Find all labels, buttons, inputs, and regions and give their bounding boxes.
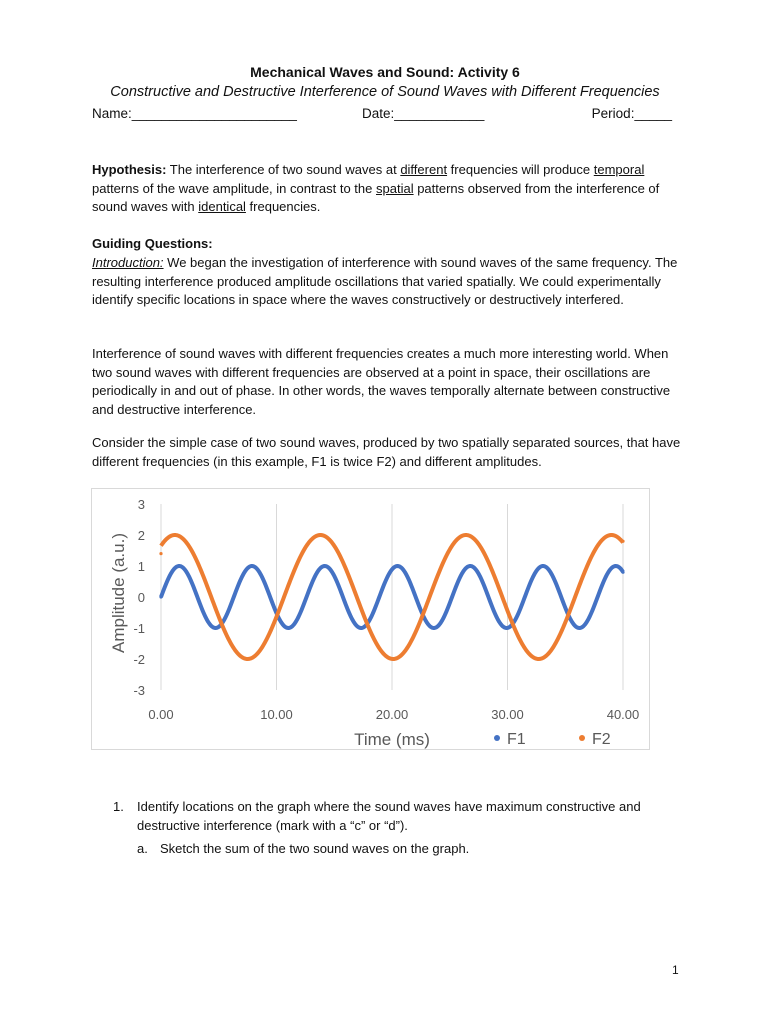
data-point-f1 [214, 626, 217, 629]
hypothesis-underlined: temporal [593, 162, 645, 177]
introduction-paragraph [92, 254, 682, 310]
x-axis-title: Time (ms) [354, 730, 430, 749]
document-subtitle: Constructive and Destructive Interference of Sound Waves with Different Frequencies [110, 84, 660, 100]
data-point-f1 [450, 595, 453, 598]
x-tick-label: 0.00 [148, 707, 174, 722]
data-point-f1 [469, 564, 472, 567]
data-point-f1 [178, 564, 181, 567]
hypothesis-text: The interference of two sound waves at [166, 162, 401, 177]
wave-chart-svg [92, 489, 651, 751]
data-point-f2 [355, 595, 358, 598]
data-point-f1 [396, 564, 399, 567]
legend-label-f1: F1 [507, 731, 526, 748]
data-point-f1 [560, 595, 563, 598]
data-point-f1 [596, 595, 599, 598]
hypothesis-text: patterns observed from the interference of sound waves with [92, 180, 660, 214]
data-point-f1 [542, 564, 545, 567]
data-point-f1 [487, 595, 490, 598]
data-point-f1 [286, 626, 289, 629]
paragraph-simple-case: Consider the simple case of two sound waves, produced by two spatially separated sources, that have different frequencies (in this example, F1 is twice F2) and different amplitudes. [92, 435, 681, 469]
y-axis-title: Amplitude (a.u.) [109, 533, 128, 653]
y-tick-label: 2 [137, 528, 145, 543]
data-point-f1 [505, 626, 508, 629]
data-point-f2 [621, 540, 624, 543]
data-point-f1 [323, 564, 326, 567]
data-point-f2 [282, 595, 285, 598]
data-point-f2 [573, 595, 576, 598]
guiding-questions-heading: Guiding Questions: [92, 236, 213, 251]
data-point-f2 [537, 657, 540, 660]
y-tick-label: 1 [137, 559, 145, 574]
page-number: 1 [672, 963, 679, 977]
data-point-f2 [610, 533, 613, 536]
data-point-f2 [159, 552, 162, 555]
introduction-text: We began the investigation of interference with sound waves of the same frequency. The resulting interference produced amplitude oscillations that varied spatially. We could experimentally identify specific locations in space where the waves constructively or destructively interfered. [92, 255, 678, 307]
data-point-f1 [232, 595, 235, 598]
hypothesis-underlined: identical [198, 199, 246, 214]
question-1-number: 1. [113, 799, 124, 814]
data-point-f2 [501, 595, 504, 598]
data-point-f2 [210, 595, 213, 598]
data-point-f1 [614, 564, 617, 567]
date-field[interactable]: Date:____________ [362, 106, 485, 121]
x-tick-label: 30.00 [491, 707, 524, 722]
legend-marker-f2 [579, 735, 585, 741]
data-point-f2 [246, 657, 249, 660]
wave-chart [91, 488, 650, 750]
data-point-f1 [251, 564, 254, 567]
legend-label-f2: F2 [592, 731, 611, 748]
introduction-label: Introduction: [92, 255, 164, 270]
hypothesis-underlined: spatial [376, 180, 414, 196]
data-point-f2 [392, 657, 395, 660]
data-point-f2 [428, 595, 431, 598]
data-point-f1 [414, 595, 417, 598]
y-tick-label: 3 [137, 497, 145, 512]
hypothesis-paragraph [92, 161, 682, 217]
y-tick-label: -3 [133, 683, 145, 698]
data-point-f2 [319, 533, 322, 536]
x-tick-label: 40.00 [606, 707, 640, 722]
data-point-f1 [432, 626, 435, 629]
y-tick-label: -1 [133, 621, 145, 636]
data-point-f1 [378, 595, 381, 598]
data-point-f1 [159, 595, 162, 598]
data-point-f1 [196, 595, 199, 598]
data-point-f1 [341, 595, 344, 598]
data-point-f1 [578, 626, 581, 629]
hypothesis-underlined: different [400, 162, 448, 177]
hypothesis-text: patterns of the wave amplitude, in contrast to the [92, 180, 376, 196]
question-1a-text: Sketch the sum of the two sound waves on the graph. [160, 841, 470, 856]
y-tick-label: 0 [137, 590, 145, 605]
x-tick-label: 20.00 [375, 707, 409, 722]
legend-marker-f1 [494, 735, 500, 741]
document-title: Mechanical Waves and Sound: Activity 6 [250, 64, 520, 80]
question-1-text: Identify locations on the graph where the sound waves have maximum constructive and destructive interference (mark with a “c” or “d”). [137, 799, 641, 833]
data-point-f2 [464, 533, 467, 536]
hypothesis-label: Hypothesis: [92, 162, 167, 177]
data-point-f2 [173, 533, 176, 536]
data-point-f1 [359, 626, 362, 629]
data-point-f1 [269, 595, 272, 598]
question-1a-number: a. [137, 841, 148, 856]
y-tick-label: -2 [133, 652, 145, 667]
data-point-f1 [621, 571, 624, 574]
data-point-f1 [523, 595, 526, 598]
student-info-line [92, 106, 672, 124]
period-field[interactable]: Period:_____ [591, 106, 672, 121]
name-field[interactable]: Name:______________________ [92, 106, 297, 121]
paragraph-different-frequencies: Interference of sound waves with different frequencies creates a much more interesting world. When two sound waves with different frequencies are observed at a point in space, their oscillations are periodically in and out of phase. In other words, the waves temporally alternate between constructive and destructive interference. [92, 346, 671, 417]
data-point-f1 [305, 595, 308, 598]
x-tick-label: 10.00 [260, 707, 293, 722]
hypothesis-text: frequencies. [245, 199, 321, 214]
hypothesis-text: frequencies will produce [447, 162, 594, 177]
